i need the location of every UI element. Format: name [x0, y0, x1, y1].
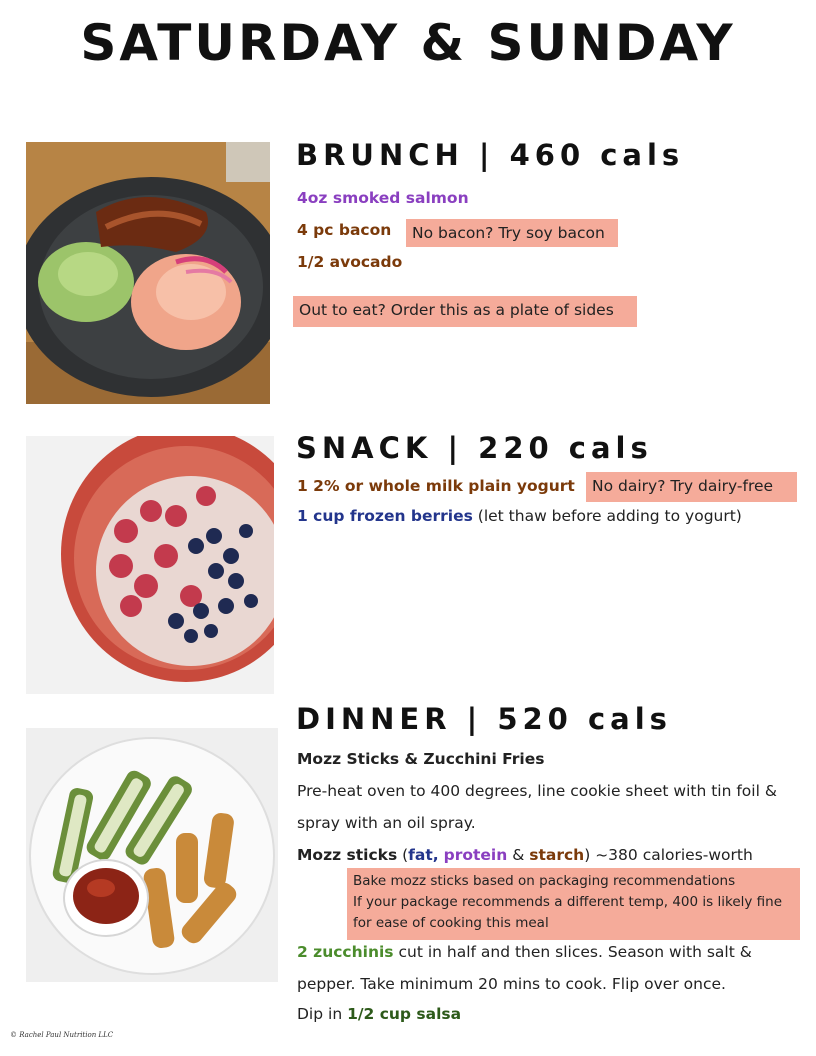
brunch-item-salmon: 4oz smoked salmon	[297, 189, 469, 207]
dinner-mozz-fat: fat,	[408, 846, 439, 864]
dinner-dip-line	[297, 1005, 461, 1023]
dinner-salsa: 1/2 cup salsa	[347, 1005, 462, 1023]
dinner-zucchini-rest: cut in half and then slices. Season with salt & pepper. Take minimum 20 mins to cook. Flip over once.	[297, 943, 752, 993]
tip-bake-mozz	[347, 868, 800, 940]
snack-berries-note: (let thaw before adding to yogurt)	[472, 507, 742, 525]
tip-bake-mozz-line2: If your package recommends a different temp, 400 is likely fine for ease of cooking this meal	[353, 894, 783, 931]
snack-item-berries-line	[297, 507, 742, 525]
brunch-photo	[26, 142, 270, 404]
snack-photo	[26, 436, 274, 694]
tip-bake-mozz-line1: Bake mozz sticks based on packaging recommendations	[353, 873, 736, 889]
tip-no-bacon: No bacon? Try soy bacon	[406, 219, 618, 247]
dinner-zucchini: 2 zucchinis	[297, 943, 394, 961]
dinner-mozz-label: Mozz sticks	[297, 846, 398, 864]
page-title: SATURDAY & SUNDAY	[80, 14, 736, 72]
dinner-mozz-protein: protein	[443, 846, 508, 864]
brunch-item-avocado: 1/2 avocado	[297, 253, 403, 271]
snack-item-berries: 1 cup frozen berries	[297, 507, 473, 525]
dinner-mozz-starch: starch	[529, 846, 585, 864]
tip-out-to-eat: Out to eat? Order this as a plate of sides	[293, 296, 637, 327]
dinner-mozz-rest: ) ~380 calories-worth	[584, 846, 753, 864]
dinner-photo	[26, 728, 278, 982]
copyright-signature: © Rachel Paul Nutrition LLC	[10, 1031, 114, 1039]
dinner-mozz-amp: &	[507, 846, 530, 864]
brunch-item-bacon: 4 pc bacon	[297, 221, 392, 239]
dinner-step-preheat: Pre-heat oven to 400 degrees, line cookie sheet with tin foil & spray with an oil spray.	[297, 782, 777, 832]
dinner-heading: DINNER | 520 cals	[296, 702, 672, 736]
dinner-subtitle: Mozz Sticks & Zucchini Fries	[297, 750, 545, 768]
brunch-heading: BRUNCH | 460 cals	[296, 138, 685, 172]
dinner-dip-prefix: Dip in	[297, 1005, 348, 1023]
tip-no-dairy: No dairy? Try dairy-free	[586, 472, 797, 502]
dinner-mozz-line	[297, 846, 753, 864]
snack-item-yogurt: 1 2% or whole milk plain yogurt	[297, 477, 575, 495]
dinner-zucchini-step	[297, 936, 797, 1000]
dinner-mozz-open: (	[397, 846, 409, 864]
snack-heading: SNACK | 220 cals	[296, 431, 653, 465]
